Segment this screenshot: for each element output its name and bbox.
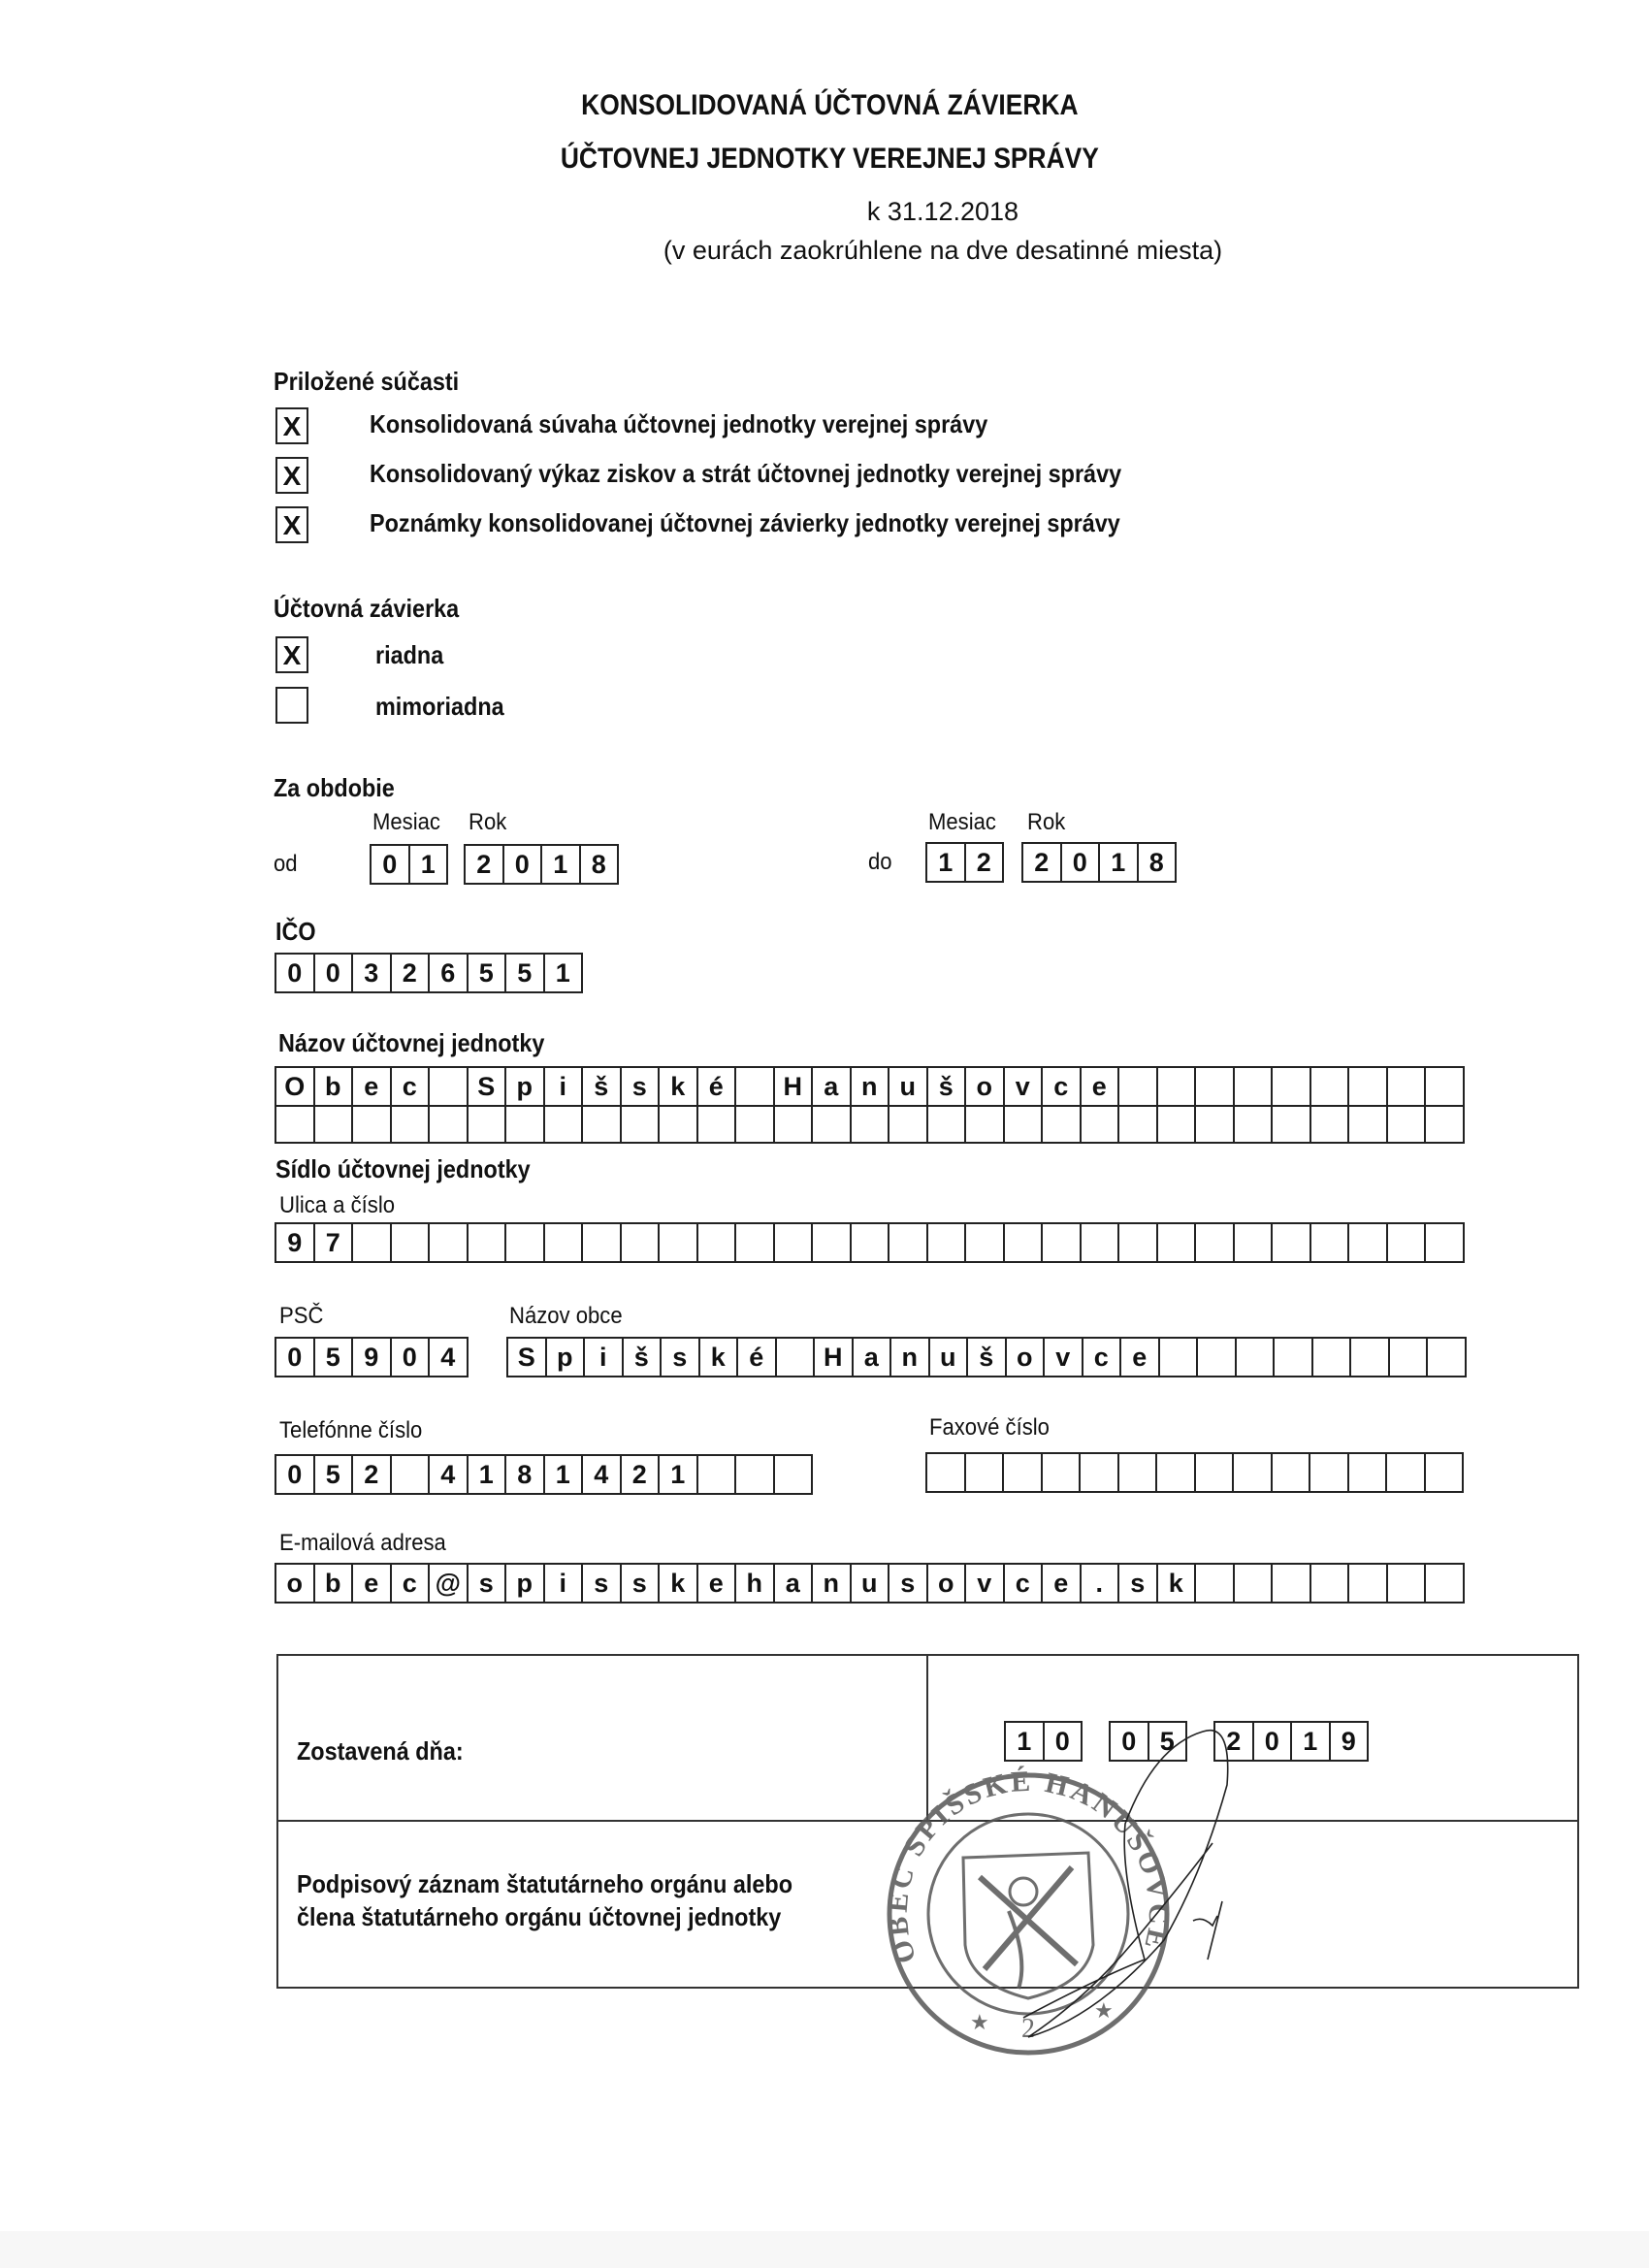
from-year-label: Rok bbox=[469, 809, 507, 835]
char-cell[interactable] bbox=[1157, 1454, 1196, 1491]
ico-field[interactable] bbox=[275, 953, 583, 993]
char-cell[interactable] bbox=[1388, 1068, 1427, 1105]
char-cell[interactable]: 5 bbox=[469, 955, 507, 991]
char-cell[interactable]: s bbox=[622, 1565, 661, 1602]
char-cell[interactable] bbox=[392, 1105, 431, 1142]
char-cell[interactable] bbox=[1426, 1105, 1465, 1142]
char-cell[interactable]: p bbox=[547, 1339, 586, 1376]
char-cell[interactable]: 3 bbox=[353, 955, 392, 991]
char-cell[interactable]: k bbox=[1158, 1565, 1197, 1602]
char-cell[interactable]: S bbox=[508, 1339, 547, 1376]
char-cell[interactable]: 2 bbox=[966, 844, 1005, 881]
char-cell[interactable] bbox=[1198, 1339, 1237, 1376]
char-cell[interactable]: v bbox=[1005, 1068, 1044, 1105]
char-cell[interactable] bbox=[889, 1105, 928, 1142]
stamp-number: 2 bbox=[1021, 2014, 1035, 2044]
char-cell[interactable]: š bbox=[968, 1339, 1007, 1376]
char-cell[interactable] bbox=[777, 1339, 816, 1376]
char-cell[interactable] bbox=[1235, 1068, 1274, 1105]
char-cell[interactable] bbox=[622, 1105, 661, 1142]
ico-label: IČO bbox=[275, 917, 316, 946]
char-cell[interactable] bbox=[1273, 1068, 1311, 1105]
char-cell[interactable] bbox=[1388, 1565, 1427, 1602]
char-cell[interactable]: a bbox=[775, 1565, 814, 1602]
char-cell[interactable]: H bbox=[815, 1339, 854, 1376]
to-month-field[interactable] bbox=[925, 842, 1004, 883]
email-label: E-mailová adresa bbox=[279, 1530, 446, 1556]
char-cell[interactable] bbox=[1196, 1565, 1235, 1602]
char-cell[interactable]: s bbox=[1119, 1565, 1158, 1602]
char-cell[interactable] bbox=[1082, 1105, 1120, 1142]
char-cell[interactable] bbox=[1426, 1224, 1465, 1261]
char-cell[interactable]: H bbox=[775, 1068, 814, 1105]
char-cell[interactable]: 2 bbox=[353, 1456, 392, 1493]
char-cell[interactable] bbox=[1311, 1068, 1350, 1105]
char-cell[interactable] bbox=[1388, 1105, 1427, 1142]
char-cell[interactable]: 0 bbox=[1062, 844, 1101, 881]
char-cell[interactable]: c bbox=[1005, 1565, 1044, 1602]
from-month-label: Mesiac bbox=[372, 809, 440, 835]
svg-text:OBEC SPIŠSKÉ HANUŠOVCE bbox=[882, 1766, 1176, 1967]
char-cell[interactable] bbox=[545, 1105, 584, 1142]
char-cell[interactable]: o bbox=[1007, 1339, 1046, 1376]
char-cell[interactable]: n bbox=[813, 1565, 852, 1602]
char-cell[interactable]: 1 bbox=[1100, 844, 1139, 881]
char-cell[interactable]: c bbox=[1043, 1068, 1082, 1105]
period-heading: Za obdobie bbox=[274, 773, 395, 802]
char-cell[interactable]: k bbox=[660, 1068, 698, 1105]
char-cell[interactable]: 8 bbox=[1139, 844, 1178, 881]
attachments-heading: Priložené súčasti bbox=[274, 367, 460, 396]
char-cell[interactable] bbox=[1196, 1224, 1235, 1261]
char-cell[interactable] bbox=[392, 1456, 431, 1493]
char-cell[interactable] bbox=[1235, 1565, 1274, 1602]
char-cell[interactable] bbox=[469, 1105, 507, 1142]
char-cell[interactable]: b bbox=[315, 1068, 354, 1105]
char-cell[interactable] bbox=[1349, 1454, 1388, 1491]
char-cell[interactable] bbox=[583, 1105, 622, 1142]
char-cell[interactable]: 0 bbox=[1111, 1723, 1149, 1760]
char-cell[interactable]: p bbox=[506, 1068, 545, 1105]
char-cell[interactable] bbox=[1388, 1224, 1427, 1261]
char-cell[interactable] bbox=[315, 1105, 354, 1142]
char-cell[interactable]: u bbox=[889, 1068, 928, 1105]
char-cell[interactable]: e bbox=[698, 1565, 737, 1602]
char-cell[interactable]: c bbox=[392, 1565, 431, 1602]
char-cell[interactable] bbox=[966, 1105, 1005, 1142]
char-cell[interactable] bbox=[1082, 1224, 1120, 1261]
char-cell[interactable] bbox=[698, 1224, 737, 1261]
char-cell[interactable]: š bbox=[624, 1339, 663, 1376]
char-cell[interactable] bbox=[1004, 1454, 1043, 1491]
svg-text:★: ★ bbox=[970, 2010, 989, 2034]
char-cell[interactable]: 0 bbox=[276, 955, 315, 991]
char-cell[interactable] bbox=[353, 1224, 392, 1261]
char-cell[interactable]: š bbox=[583, 1068, 622, 1105]
char-cell[interactable] bbox=[1158, 1068, 1197, 1105]
char-cell[interactable]: 1 bbox=[469, 1456, 507, 1493]
email-field[interactable] bbox=[275, 1563, 1465, 1604]
char-cell[interactable]: 1 bbox=[542, 846, 581, 883]
char-cell[interactable]: 1 bbox=[1006, 1723, 1045, 1760]
attachment-label-3: Poznámky konsolidovanej účtovnej závierky jednotky verejnej správy bbox=[370, 508, 1120, 537]
official-stamp-and-signature bbox=[873, 1727, 1377, 2076]
char-cell[interactable]: 9 bbox=[276, 1224, 315, 1261]
char-cell[interactable] bbox=[1119, 1105, 1158, 1142]
char-cell[interactable] bbox=[1273, 1454, 1311, 1491]
char-cell[interactable] bbox=[1426, 1454, 1465, 1491]
char-cell[interactable] bbox=[1349, 1565, 1388, 1602]
char-cell[interactable] bbox=[353, 1105, 392, 1142]
char-cell[interactable]: 0 bbox=[372, 846, 410, 883]
char-cell[interactable] bbox=[1196, 1068, 1235, 1105]
char-cell[interactable] bbox=[1310, 1454, 1349, 1491]
entity-name-row1[interactable] bbox=[275, 1066, 1465, 1107]
title-line2: ÚČTOVNEJ JEDNOTKY VEREJNEJ SPRÁVY bbox=[560, 143, 1099, 175]
char-cell[interactable] bbox=[1196, 1454, 1235, 1491]
date-line: k 31.12.2018 bbox=[866, 197, 1019, 226]
psc-field[interactable] bbox=[275, 1337, 469, 1377]
char-cell[interactable]: o bbox=[276, 1565, 315, 1602]
fax-label: Faxové číslo bbox=[929, 1414, 1050, 1441]
char-cell[interactable]: 5 bbox=[1149, 1723, 1188, 1760]
char-cell[interactable] bbox=[545, 1224, 584, 1261]
char-cell[interactable] bbox=[1275, 1339, 1313, 1376]
char-cell[interactable] bbox=[1235, 1224, 1274, 1261]
char-cell[interactable] bbox=[1390, 1339, 1429, 1376]
to-year-field[interactable] bbox=[1021, 842, 1177, 883]
char-cell[interactable]: 4 bbox=[430, 1456, 469, 1493]
char-cell[interactable] bbox=[928, 1224, 967, 1261]
char-cell[interactable] bbox=[928, 1105, 967, 1142]
char-cell[interactable]: i bbox=[545, 1068, 584, 1105]
to-year-label: Rok bbox=[1027, 809, 1066, 835]
regular-label: riadna bbox=[375, 640, 444, 669]
char-cell[interactable]: 4 bbox=[583, 1456, 622, 1493]
char-cell[interactable]: 1 bbox=[927, 844, 966, 881]
char-cell[interactable] bbox=[1234, 1454, 1273, 1491]
char-cell[interactable] bbox=[736, 1456, 775, 1493]
char-cell[interactable]: 2 bbox=[392, 955, 431, 991]
title-line1: KONSOLIDOVANÁ ÚČTOVNÁ ZÁVIERKA bbox=[581, 89, 1079, 121]
char-cell[interactable]: 0 bbox=[504, 846, 543, 883]
char-cell[interactable]: c bbox=[392, 1068, 431, 1105]
char-cell[interactable] bbox=[1081, 1454, 1119, 1491]
from-month-field[interactable] bbox=[370, 844, 448, 885]
char-cell[interactable]: a bbox=[813, 1068, 852, 1105]
char-cell[interactable]: e bbox=[353, 1068, 392, 1105]
char-cell[interactable] bbox=[1119, 1224, 1158, 1261]
char-cell[interactable] bbox=[1273, 1105, 1311, 1142]
char-cell[interactable]: 4 bbox=[430, 1339, 469, 1376]
entity-name-row2[interactable] bbox=[275, 1105, 1465, 1144]
char-cell[interactable]: n bbox=[891, 1339, 930, 1376]
char-cell[interactable]: s bbox=[583, 1565, 622, 1602]
attachment-checkbox-2[interactable]: X bbox=[275, 457, 308, 494]
char-cell[interactable] bbox=[392, 1224, 431, 1261]
attachment-label-1: Konsolidovaná súvaha účtovnej jednotky verejnej správy bbox=[370, 409, 988, 438]
char-cell[interactable] bbox=[1005, 1224, 1044, 1261]
extraordinary-checkbox[interactable] bbox=[275, 687, 308, 724]
char-cell[interactable]: o bbox=[928, 1565, 967, 1602]
psc-label: PSČ bbox=[279, 1303, 324, 1329]
char-cell[interactable] bbox=[1351, 1339, 1390, 1376]
char-cell[interactable] bbox=[698, 1105, 737, 1142]
currency-note: (v eurách zaokrúhlene na dve desatinné miesta) bbox=[663, 236, 1223, 265]
char-cell[interactable] bbox=[1311, 1565, 1350, 1602]
from-label: od bbox=[274, 851, 298, 877]
char-cell[interactable]: u bbox=[852, 1565, 890, 1602]
char-cell[interactable]: a bbox=[854, 1339, 892, 1376]
svg-text:★: ★ bbox=[1094, 1998, 1114, 2023]
char-cell[interactable]: é bbox=[738, 1339, 777, 1376]
char-cell[interactable] bbox=[1273, 1565, 1311, 1602]
char-cell[interactable]: 1 bbox=[410, 846, 449, 883]
char-cell[interactable] bbox=[1311, 1105, 1350, 1142]
attachment-checkbox-3[interactable]: X bbox=[275, 506, 308, 543]
char-cell[interactable]: 0 bbox=[276, 1456, 315, 1493]
statement-type-heading: Účtovná závierka bbox=[274, 594, 460, 623]
char-cell[interactable]: 0 bbox=[1254, 1723, 1293, 1760]
regular-checkbox[interactable]: X bbox=[275, 636, 308, 673]
char-cell[interactable]: 5 bbox=[315, 1456, 354, 1493]
char-cell[interactable] bbox=[1311, 1224, 1350, 1261]
char-cell[interactable]: 8 bbox=[506, 1456, 545, 1493]
char-cell[interactable]: 0 bbox=[392, 1339, 431, 1376]
entity-name-label: Názov účtovnej jednotky bbox=[278, 1028, 545, 1057]
char-cell[interactable]: s bbox=[662, 1339, 700, 1376]
char-cell[interactable]: S bbox=[469, 1068, 507, 1105]
char-cell[interactable]: s bbox=[469, 1565, 507, 1602]
char-cell[interactable]: 0 bbox=[1045, 1723, 1083, 1760]
char-cell[interactable]: 0 bbox=[315, 955, 354, 991]
char-cell[interactable] bbox=[1428, 1339, 1467, 1376]
char-cell[interactable] bbox=[506, 1224, 545, 1261]
char-cell[interactable] bbox=[736, 1068, 775, 1105]
char-cell[interactable] bbox=[583, 1224, 622, 1261]
char-cell[interactable] bbox=[1158, 1105, 1197, 1142]
char-cell[interactable]: 6 bbox=[430, 955, 469, 991]
to-month-label: Mesiac bbox=[928, 809, 996, 835]
street-field[interactable] bbox=[275, 1222, 1465, 1263]
char-cell[interactable] bbox=[1043, 1224, 1082, 1261]
char-cell[interactable] bbox=[1273, 1224, 1311, 1261]
attachment-label-2: Konsolidovaný výkaz ziskov a strát účtovnej jednotky verejnej správy bbox=[370, 459, 1122, 488]
char-cell[interactable] bbox=[927, 1454, 966, 1491]
stamp-text: OBEC SPIŠSKÉ HANUŠOVCE bbox=[881, 1765, 1176, 1967]
char-cell[interactable]: p bbox=[506, 1565, 545, 1602]
char-cell[interactable] bbox=[966, 1454, 1005, 1491]
char-cell[interactable] bbox=[1237, 1339, 1276, 1376]
char-cell[interactable]: e bbox=[1043, 1565, 1082, 1602]
char-cell[interactable] bbox=[1196, 1105, 1235, 1142]
from-year-field[interactable] bbox=[464, 844, 619, 885]
char-cell[interactable] bbox=[430, 1105, 469, 1142]
fax-field[interactable] bbox=[925, 1452, 1464, 1493]
char-cell[interactable] bbox=[1235, 1105, 1274, 1142]
char-cell[interactable] bbox=[1349, 1105, 1388, 1142]
char-cell[interactable]: h bbox=[736, 1565, 775, 1602]
char-cell[interactable] bbox=[622, 1224, 661, 1261]
char-cell[interactable]: 7 bbox=[315, 1224, 354, 1261]
char-cell[interactable] bbox=[698, 1456, 737, 1493]
address-heading: Sídlo účtovnej jednotky bbox=[275, 1154, 531, 1183]
char-cell[interactable] bbox=[852, 1224, 890, 1261]
char-cell[interactable] bbox=[1158, 1224, 1197, 1261]
char-cell[interactable] bbox=[430, 1068, 469, 1105]
char-cell[interactable]: @ bbox=[430, 1565, 469, 1602]
char-cell[interactable] bbox=[469, 1224, 507, 1261]
char-cell[interactable]: v bbox=[966, 1565, 1005, 1602]
char-cell[interactable]: 2 bbox=[466, 846, 504, 883]
extraordinary-label: mimoriadna bbox=[375, 692, 504, 721]
char-cell[interactable]: é bbox=[698, 1068, 737, 1105]
char-cell[interactable] bbox=[660, 1105, 698, 1142]
char-cell[interactable]: k bbox=[660, 1565, 698, 1602]
char-cell[interactable] bbox=[813, 1105, 852, 1142]
attachment-checkbox-1[interactable]: X bbox=[275, 407, 308, 444]
char-cell[interactable]: š bbox=[928, 1068, 967, 1105]
char-cell[interactable] bbox=[1349, 1224, 1388, 1261]
char-cell[interactable] bbox=[1005, 1105, 1044, 1142]
char-cell[interactable]: O bbox=[276, 1068, 315, 1105]
char-cell[interactable]: 5 bbox=[315, 1339, 354, 1376]
char-cell[interactable] bbox=[1160, 1339, 1199, 1376]
char-cell[interactable] bbox=[1313, 1339, 1352, 1376]
char-cell[interactable] bbox=[966, 1224, 1005, 1261]
char-cell[interactable]: 2 bbox=[1215, 1723, 1254, 1760]
char-cell[interactable]: o bbox=[966, 1068, 1005, 1105]
street-label: Ulica a číslo bbox=[279, 1192, 396, 1218]
char-cell[interactable]: k bbox=[700, 1339, 739, 1376]
char-cell[interactable] bbox=[775, 1224, 814, 1261]
char-cell[interactable]: n bbox=[852, 1068, 890, 1105]
char-cell[interactable] bbox=[775, 1105, 814, 1142]
char-cell[interactable]: 8 bbox=[581, 846, 620, 883]
char-cell[interactable] bbox=[852, 1105, 890, 1142]
phone-label: Telefónne číslo bbox=[279, 1417, 423, 1443]
char-cell[interactable]: 9 bbox=[1331, 1723, 1370, 1760]
char-cell[interactable] bbox=[1043, 1105, 1082, 1142]
char-cell[interactable]: 9 bbox=[353, 1339, 392, 1376]
char-cell[interactable] bbox=[1387, 1454, 1426, 1491]
char-cell[interactable]: e bbox=[353, 1565, 392, 1602]
char-cell[interactable] bbox=[775, 1456, 814, 1493]
char-cell[interactable]: i bbox=[545, 1565, 584, 1602]
char-cell[interactable]: c bbox=[1083, 1339, 1122, 1376]
char-cell[interactable]: 1 bbox=[545, 955, 584, 991]
char-cell[interactable] bbox=[1119, 1454, 1158, 1491]
char-cell[interactable]: 1 bbox=[660, 1456, 698, 1493]
char-cell[interactable] bbox=[1349, 1068, 1388, 1105]
city-label: Názov obce bbox=[509, 1303, 623, 1329]
signature-label-line1: Podpisový záznam štatutárneho orgánu alebo bbox=[297, 1869, 792, 1898]
char-cell[interactable]: 5 bbox=[506, 955, 545, 991]
char-cell[interactable]: e bbox=[1121, 1339, 1160, 1376]
char-cell[interactable] bbox=[1119, 1068, 1158, 1105]
char-cell[interactable] bbox=[506, 1105, 545, 1142]
char-cell[interactable] bbox=[736, 1105, 775, 1142]
char-cell[interactable] bbox=[736, 1224, 775, 1261]
phone-field[interactable] bbox=[275, 1454, 813, 1495]
char-cell[interactable]: 2 bbox=[1023, 844, 1062, 881]
char-cell[interactable]: . bbox=[1082, 1565, 1120, 1602]
char-cell[interactable]: i bbox=[585, 1339, 624, 1376]
char-cell[interactable] bbox=[1043, 1454, 1082, 1491]
char-cell[interactable]: 0 bbox=[276, 1339, 315, 1376]
char-cell[interactable]: v bbox=[1045, 1339, 1083, 1376]
char-cell[interactable] bbox=[813, 1224, 852, 1261]
char-cell[interactable]: u bbox=[930, 1339, 969, 1376]
char-cell[interactable]: b bbox=[315, 1565, 354, 1602]
char-cell[interactable]: 1 bbox=[1292, 1723, 1331, 1760]
city-field[interactable] bbox=[506, 1337, 1467, 1377]
char-cell[interactable] bbox=[1426, 1068, 1465, 1105]
char-cell[interactable]: e bbox=[1082, 1068, 1120, 1105]
to-label: do bbox=[868, 849, 892, 875]
char-cell[interactable] bbox=[430, 1224, 469, 1261]
char-cell[interactable] bbox=[660, 1224, 698, 1261]
char-cell[interactable]: s bbox=[889, 1565, 928, 1602]
char-cell[interactable]: 2 bbox=[622, 1456, 661, 1493]
char-cell[interactable]: 1 bbox=[545, 1456, 584, 1493]
signature-label-line2: člena štatutárneho orgánu účtovnej jednotky bbox=[297, 1902, 782, 1931]
compiled-date-label: Zostavená dňa: bbox=[297, 1736, 464, 1766]
char-cell[interactable] bbox=[1426, 1565, 1465, 1602]
char-cell[interactable] bbox=[889, 1224, 928, 1261]
char-cell[interactable]: s bbox=[622, 1068, 661, 1105]
char-cell[interactable] bbox=[276, 1105, 315, 1142]
